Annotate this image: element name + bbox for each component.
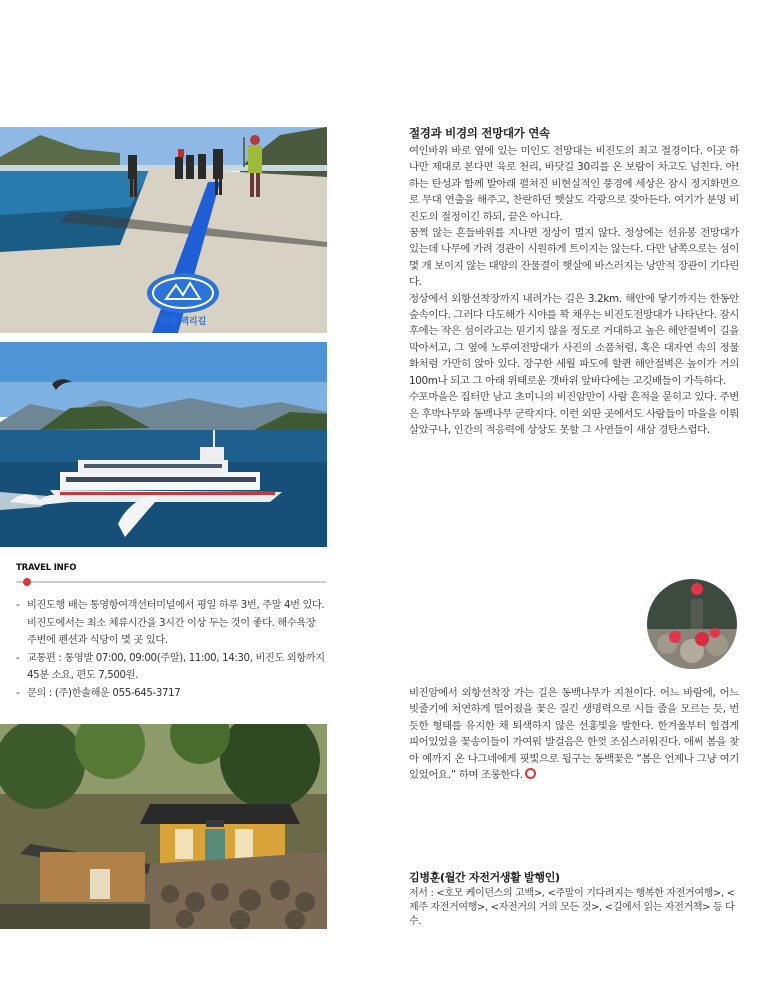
ferry-photo (0, 342, 327, 547)
bullet-mark: - (16, 600, 20, 611)
temple-photo (0, 724, 327, 929)
bullet-mark: - (16, 687, 20, 699)
article-paragraph: 꿈쩍 않는 흔들바위를 지나면 정상이 멀지 않다. 정상에는 선유봉 전망대가 있는데 나무에 가려 경관이 시원하게 트이지는 않는다. 다만 남쪽으로는 섬이 몇 개 보이지 않는 대양의 잔물결이 햇살에 바스러지는 낭만적 장관이 기다린다. (409, 227, 739, 289)
coastal-path-photo (0, 127, 327, 333)
author-bio: 저서 : <호모 케이던스의 고백>, <주말이 기다려지는 행복한 자전거여행>, <제주 자전거여행>, <자전거의 거의 모든 것>, <길에서 읽는 자전거책> 등 다수. (409, 888, 735, 927)
author-box (409, 869, 739, 929)
travel-info-list (16, 597, 326, 702)
travel-info-box (16, 563, 326, 702)
travel-info-item-contact: - 문의 : (주)한솔해운 055-645-3717 (16, 685, 326, 703)
article-body (409, 125, 739, 438)
path-sign-text: 바다 백리길 (159, 317, 207, 327)
travel-info-item-schedule: - 비진도행 배는 통영항여객선터미널에서 평일 하루 3번, 주말 4번 있다. 비진도에서는 최소 체류시간을 3시간 이상 두는 것이 좋다. 해수욕장 주변에 펜션과 식당이 몇 곳 있다. (16, 597, 326, 650)
article-paragraph: 여인바위 바로 옆에 있는 미인도 전망대는 비진도의 최고 절경이다. 이곳 하나만 제대로 본다면 육로 천리, 바닷길 30리를 온 보람이 차고도 넘친다. 아! 하는 탄성과 함께 발아래 펼쳐진 비현실적인 풍경에 세상은 잠시 정지화면으로 무대 연출을 해주고, 찬란하던 햇살도 각광으로 잦아든다. 여기가 분명 비진도의 절정이긴 하되, 끝은 아니다. (409, 145, 739, 223)
travel-info-label: TRAVEL INFO (16, 563, 77, 573)
red-dot-icon (23, 578, 31, 586)
article-paragraph: 정상에서 외항선착장까지 내려가는 길은 3.2km. 해안에 닿기까지는 한동안 숲속이다. 그러다 다도해가 시야를 꽉 채우는 비진도전망대가 나타난다. 잠시 후에는 작은 섬이라고는 믿기지 않을 정도로 거대하고 높은 해안절벽이 길을 막아서고, 그 옆에 노루여전망대가 사진의 소품처럼, 혹은 대자연 속의 정물화처럼 가만히 앉아 있다. 장구한 세월 파도에 할퀸 해안절벽은 높이가 거의 100m나 되고 그 아래 위태로운 갯바위 앞바다에는 고깃배들이 가득하다. (409, 292, 739, 387)
camellia-photo (647, 579, 737, 669)
bullet-mark: - (16, 652, 20, 664)
article-paragraph: 수포마을은 집터만 남고 초미니의 비진암만이 사람 흔적을 묻히고 있다. 주변은 후박나무와 동백나무 군락지다. 이런 외딴 곳에서도 사람들이 마을을 이뤄 살았구나, 인간의 적응력에 상상도 못할 그 사연들이 새삼 경탄스럽다. (409, 391, 739, 436)
camellia-caption: 비진암에서 외항선착장 가는 길은 동백나무가 지천이다. 어느 바람에, 어느 빗줄기에 처연하게 떨어졌을 꽃은 질긴 생명력으로 시들 줄을 모르는 듯, 번듯한 형태를 유지한 채 퇴색하지 않은 선홍빛을 발한다. 한겨울부터 힘겹게 피어있었을 꽃송이들이 가여워 발걸음은 한껏 조심스러워진다. 애써 봄을 찾아 예까지 온 나그네에게 핏빛으로 뒹구는 동백꽃은 “봄은 언제나 그냥 여기 있었어요.” 하며 조롱한다. (409, 687, 739, 782)
author-name: 김병훈(월간 자전거생활 발행인) (409, 871, 560, 884)
end-mark-icon (525, 768, 536, 779)
travel-info-item-transport: - 교통편 : 통영발 07:00, 09:00(주말), 11:00, 14:30, 비진도 외항까지 45분 소요, 편도 7,500원. (16, 650, 326, 685)
travel-info-divider (16, 581, 326, 583)
article-heading: 절경과 비경의 전망대가 연속 (409, 126, 550, 140)
